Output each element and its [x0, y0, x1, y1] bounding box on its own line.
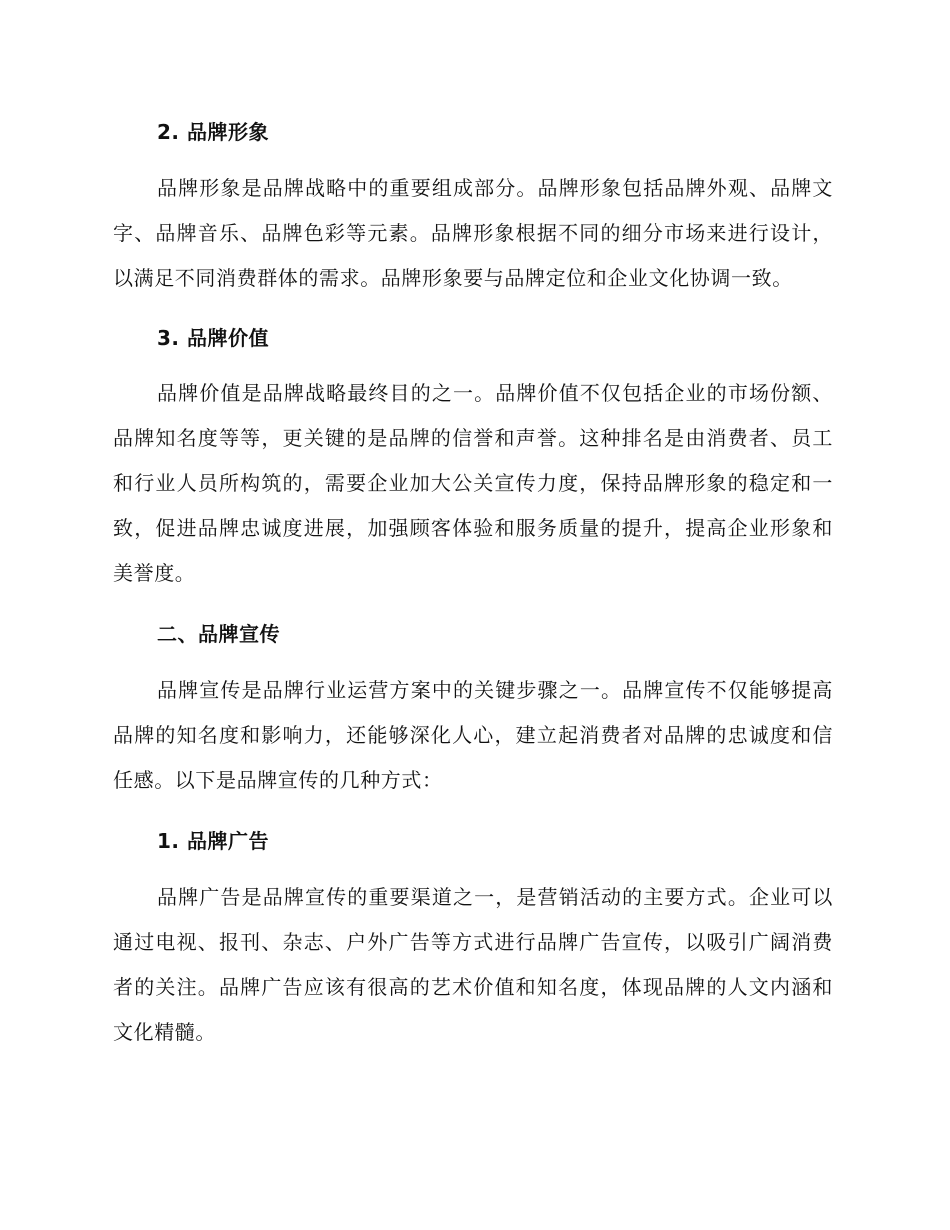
- section-heading-brand-value: 3. 品牌价值: [157, 326, 269, 350]
- document-body: [113, 112, 833, 1055]
- section-paragraph-brand-promotion: 品牌宣传是品牌行业运营方案中的关键步骤之一。品牌宣传不仅能够提高品牌的知名度和影响力，还能够深化人心，建立起消费者对品牌的忠诚度和信任感。以下是品牌宣传的几种方式：: [113, 678, 833, 792]
- section-paragraph-brand-value: 品牌价值是品牌战略最终目的之一。品牌价值不仅包括企业的市场份额、品牌知名度等等，更关键的是品牌的信誉和声誉。这种排名是由消费者、员工和行业人员所构筑的，需要企业加大公关宣传力度，保持品牌形象的稳定和一致，促进品牌忠诚度进展，加强顾客体验和服务质量的提升，提高企业形象和美誉度。: [113, 381, 833, 585]
- section-heading-brand-promotion: 二、品牌宣传: [157, 622, 280, 646]
- section-heading-brand-advertising: 1. 品牌广告: [157, 829, 269, 853]
- section-paragraph-brand-image: 品牌形象是品牌战略中的重要组成部分。品牌形象包括品牌外观、品牌文字、品牌音乐、品牌色彩等元素。品牌形象根据不同的细分市场来进行设计，以满足不同消费群体的需求。品牌形象要与品牌定位和企业文化协调一致。: [113, 176, 833, 290]
- section-paragraph-brand-advertising: 品牌广告是品牌宣传的重要渠道之一，是营销活动的主要方式。企业可以通过电视、报刊、杂志、户外广告等方式进行品牌广告宣传，以吸引广阔消费者的关注。品牌广告应该有很高的艺术价值和知名度，体现品牌的人文内涵和文化精髓。: [113, 885, 833, 1044]
- section-heading-brand-image: 2. 品牌形象: [157, 120, 269, 144]
